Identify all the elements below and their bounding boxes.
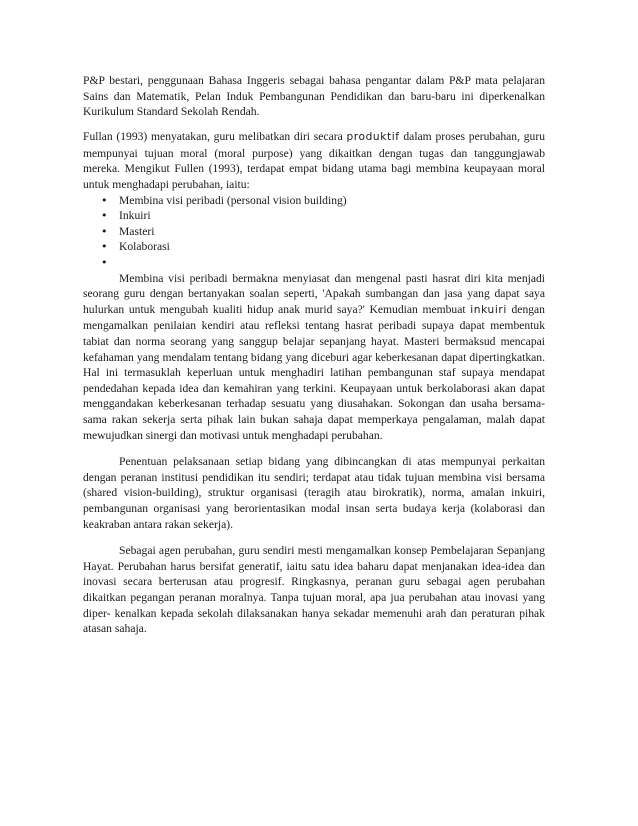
paragraph-2 [83,129,545,192]
paragraph-3 [83,271,545,444]
paragraph-1: P&P bestari, penggunaan Bahasa Inggeris sebagai bahasa pengantar dalam P&P mata pelajaran Sains dan Matematik, Pelan Induk Pembangunan Pendidikan dan baru-baru ini diperkenalkan Kurikulum Standard Sekolah Rendah. [83,74,545,119]
paragraph-2-text-start: Fullan (1993) menyatakan, guru melibatkan diri secara [83,130,347,144]
emphasis-produktif: produktif [346,131,400,144]
paragraph-4: Penentuan pelaksanaan setiap bidang yang dibincangkan di atas mempunyai perkaitan dengan peranan institusi pendidikan itu sendiri; terdapat atau tidak tujuan membina visi bersama (shared vision-building), struktur organisasi (teragih atau birokratik), norma, amalan inkuiri, pembangunan organisasi yang berorientasikan modal insan serta budaya kerja (kolaborasi dan keakraban antara rakan sekerja). [83,455,545,531]
list-item [101,208,545,224]
paragraph-gap [83,443,545,454]
paragraph-gap [83,120,545,130]
bullet-icon: • [101,193,108,207]
document-page [83,73,545,637]
emphasis-inkuiri: inkuiri [470,303,507,316]
list-item [101,239,545,255]
list-item-text: Inkuiri [119,209,151,223]
list-item-text: Kolaborasi [119,240,170,254]
list-item [101,255,545,271]
bullet-icon: • [101,224,108,238]
list-item-text: Membina visi peribadi (personal vision building) [119,193,347,207]
bullet-icon: • [101,256,108,270]
paragraph-3-text-start: Membina visi peribadi bermakna menyiasat dan mengenal pasti hasrat diri kita menjadi seorang guru dengan bertanyakan soalan seperti, 'Apakah sumbangan dan jasa yang dapat saya hulurkan untuk mengubah kualiti hidup anak murid saya?' Kemudian membuat [83,271,545,316]
list-item [101,224,545,240]
bullet-icon: • [101,209,108,223]
list-item-text: Masteri [119,224,155,238]
paragraph-2-text-end: dalam proses perubahan, guru mempunyai tujuan moral (moral purpose) yang dikaitkan dengan tugas dan tanggungjawab mereka. Mengikut Fullen (1993), terdapat empat bidang utama bagi membina keupayaan moral untuk menghadapi perubahan, iaitu: [83,130,545,192]
paragraph-5: Sebagai agen perubahan, guru sendiri mesti mengamalkan konsep Pembelajaran Sepanjang Hayat. Perubahan harus bersifat generatif, iaitu satu idea baharu dapat menjanakan idea-idea dan inovasi secara berterusan atau progresif. Ringkasnya, peranan guru sebagai agen perubahan dikaitkan pegangan peranan moralnya. Tanpa tujuan moral, apa jua perubahan atau inovasi yang diper- kenalkan kepada sekolah dilaksanakan hanya sekadar memenuhi arah dan peraturan pihak atasan sahaja. [83,544,545,636]
bullet-icon: • [101,240,108,254]
paragraph-gap [83,532,545,543]
bullet-list [83,193,545,271]
paragraph-3-text-end: dengan mengamalkan penilaian kendiri atau refleksi tentang hasrat peribadi supaya dapat membentuk tabiat dan norma seorang yang sanggup belajar sepanjang hayat. Masteri bermaksud mencapai kefahaman yang mendalam tentang bidang yang diceburi agar keberkesanan dapat dipertingkatkan. Hal ini termasuklah keperluan untuk menghadiri latihan pembangunan staf supaya mendapat pendedahan kepada idea dan kemahiran yang terkini. Keupayaan untuk berkolaborasi akan dapat menggandakan keberkesanan terhadap sesuatu yang diusahakan. Sokongan dan usaha bersama-sama rakan sekerja serta pihak lain bukan sahaja dapat memperkaya pengalaman, malah dapat mewujudkan sinergi dan motivasi untuk menghadapi perubahan. [83,302,545,442]
list-item [101,193,545,209]
